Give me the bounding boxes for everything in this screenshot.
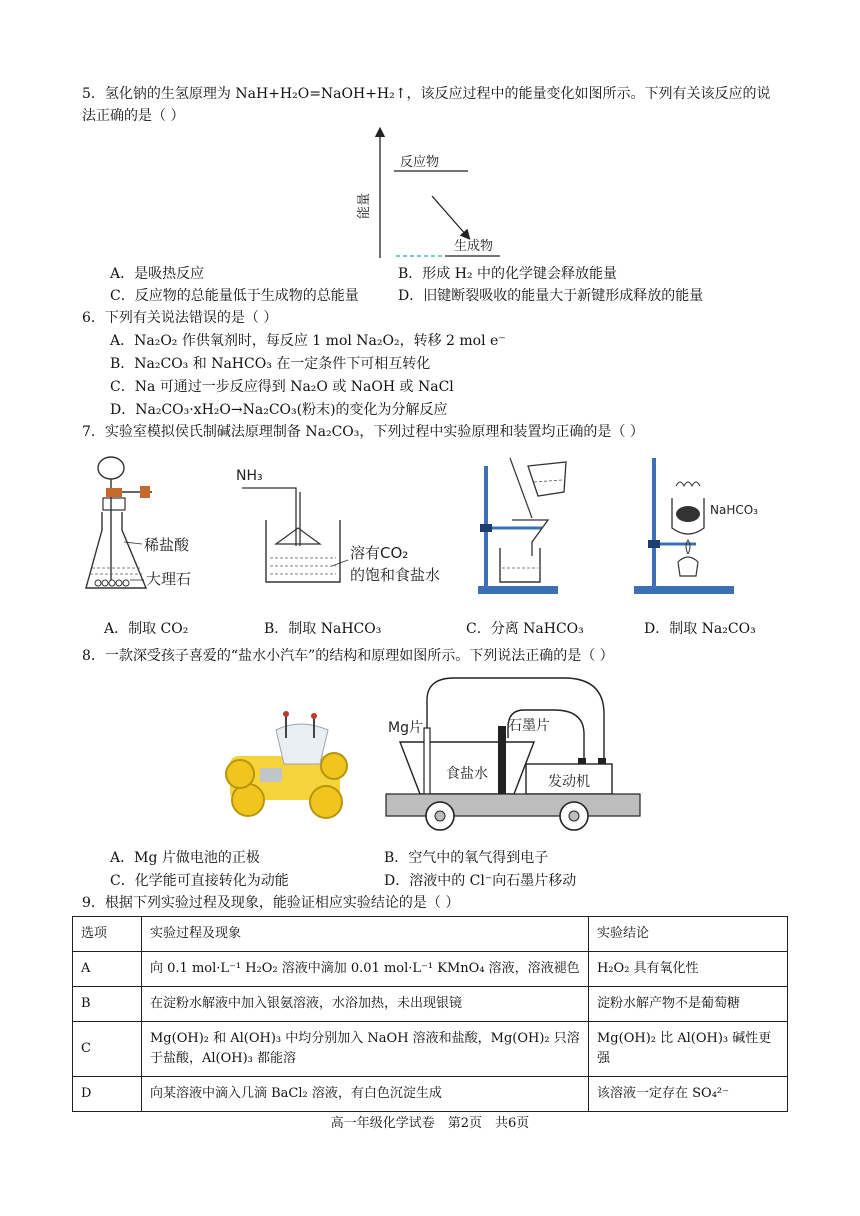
table-row bbox=[73, 1022, 788, 1077]
q6-option-b: B．Na₂CO₃ 和 NaHCO₃ 在一定条件下可相互转化 bbox=[110, 356, 431, 372]
row-a-option: A bbox=[73, 952, 142, 987]
table-row bbox=[73, 1077, 788, 1112]
label-solution-line1: 溶有CO₂ bbox=[350, 544, 409, 562]
label-marble: 大理石 bbox=[146, 570, 192, 588]
q9-table bbox=[72, 916, 788, 1112]
row-b-process: 在淀粉水解液中加入银氨溶液，水浴加热，未出现银镜 bbox=[142, 987, 589, 1022]
reaction-arrow bbox=[432, 196, 467, 236]
q8-option-c: C．化学能可直接转化为动能 bbox=[110, 873, 289, 889]
toy-car-photo bbox=[220, 708, 360, 828]
q8-option-a: A．Mg 片做电池的正极 bbox=[110, 850, 260, 866]
row-b-option: B bbox=[73, 987, 142, 1022]
header-conclusion: 实验结论 bbox=[589, 917, 788, 952]
q5-stem-line2: 法正确的是（ ） bbox=[82, 108, 185, 124]
row-d-conclusion: 该溶液一定存在 SO₄²⁻ bbox=[589, 1077, 788, 1112]
q6-stem: 6．下列有关说法错误的是（ ） bbox=[82, 310, 278, 326]
label-brine: 食盐水 bbox=[446, 766, 488, 782]
row-b-conclusion: 淀粉水解产物不是葡萄糖 bbox=[589, 987, 788, 1022]
header-option: 选项 bbox=[73, 917, 142, 952]
q5-stem-line1: 5．氢化钠的生氢原理为 NaH+H₂O=NaOH+H₂↑，该反应过程中的能量变化如图所示。下列有关该反应的说 bbox=[82, 86, 771, 102]
apparatus-a-co2-generator bbox=[84, 452, 224, 602]
row-c-conclusion: Mg(OH)₂ 比 Al(OH)₃ 碱性更强 bbox=[589, 1022, 788, 1077]
q5-option-c: C．反应物的总能量低于生成物的总能量 bbox=[110, 288, 359, 304]
row-d-option: D bbox=[73, 1077, 142, 1112]
q8-option-b: B．空气中的氧气得到电子 bbox=[384, 850, 549, 866]
q7-caption-c: C．分离 NaHCO₃ bbox=[466, 621, 584, 637]
label-nh3: NH₃ bbox=[236, 468, 263, 484]
row-a-conclusion: H₂O₂ 具有氧化性 bbox=[589, 952, 788, 987]
apparatus-d-heating bbox=[632, 456, 772, 596]
energy-diagram bbox=[350, 126, 530, 262]
q6-option-c: C．Na 可通过一步反应得到 Na₂O 或 NaOH 或 NaCl bbox=[110, 379, 454, 395]
q7-caption-a: A．制取 CO₂ bbox=[104, 621, 189, 637]
table-row bbox=[73, 952, 788, 987]
product-label: 生成物 bbox=[454, 239, 494, 254]
q7-caption-b: B．制取 NaHCO₃ bbox=[264, 621, 382, 637]
q8-stem: 8．一款深受孩子喜爱的“盐水小汽车”的结构和原理如图所示。下列说法正确的是（ ） bbox=[82, 648, 614, 664]
label-dilute-hcl: 稀盐酸 bbox=[144, 536, 190, 554]
q7-caption-d: D．制取 Na₂CO₃ bbox=[644, 621, 756, 637]
q5-option-a: A．是吸热反应 bbox=[110, 266, 205, 282]
table-header-row bbox=[73, 917, 788, 952]
q8-option-d: D．溶液中的 Cl⁻向石墨片移动 bbox=[384, 873, 577, 889]
header-process: 实验过程及现象 bbox=[142, 917, 589, 952]
label-mg-plate: Mg片 bbox=[388, 720, 423, 736]
row-d-process: 向某溶液中滴入几滴 BaCl₂ 溶液，有白色沉淀生成 bbox=[142, 1077, 589, 1112]
q9-stem: 9．根据下列实验过程及现象，能验证相应实验结论的是（ ） bbox=[82, 895, 460, 911]
q6-option-a: A．Na₂O₂ 作供氧剂时，每反应 1 mol Na₂O₂，转移 2 mol e⁻ bbox=[110, 333, 506, 349]
q5-option-d: D．旧键断裂吸收的能量大于新键形成释放的能量 bbox=[398, 288, 704, 304]
table-row bbox=[73, 987, 788, 1022]
label-solution-line2: 的饱和食盐水 bbox=[350, 566, 441, 584]
row-c-option: C bbox=[73, 1022, 142, 1077]
row-c-process: Mg(OH)₂ 和 Al(OH)₃ 中均分别加入 NaOH 溶液和盐酸，Mg(OH)₂ 只溶于盐酸，Al(OH)₃ 都能溶 bbox=[142, 1022, 589, 1077]
page-footer: 高一年级化学试卷 第2页 共6页 bbox=[330, 1116, 530, 1131]
q5-option-b: B．形成 H₂ 中的化学键会释放能量 bbox=[398, 266, 618, 282]
label-nahco3: NaHCO₃ bbox=[710, 503, 758, 517]
apparatus-b-nahco3-beaker bbox=[236, 464, 456, 594]
row-a-process: 向 0.1 mol·L⁻¹ H₂O₂ 溶液中滴加 0.01 mol·L⁻¹ KMnO₄ 溶液，溶液褪色 bbox=[142, 952, 589, 987]
car-schematic bbox=[384, 670, 644, 840]
q7-stem: 7．实验室模拟侯氏制碱法原理制备 Na₂CO₃，下列过程中实验原理和装置均正确的是（ ） bbox=[82, 424, 644, 440]
reactant-label: 反应物 bbox=[400, 155, 440, 170]
energy-axis-label: 能量 bbox=[357, 192, 372, 220]
label-motor: 发动机 bbox=[548, 774, 590, 790]
q6-option-d: D．Na₂CO₃·xH₂O→Na₂CO₃(粉末)的变化为分解反应 bbox=[110, 402, 448, 418]
label-graphite-plate: 石墨片 bbox=[508, 718, 550, 734]
apparatus-c-filtration bbox=[470, 456, 580, 596]
